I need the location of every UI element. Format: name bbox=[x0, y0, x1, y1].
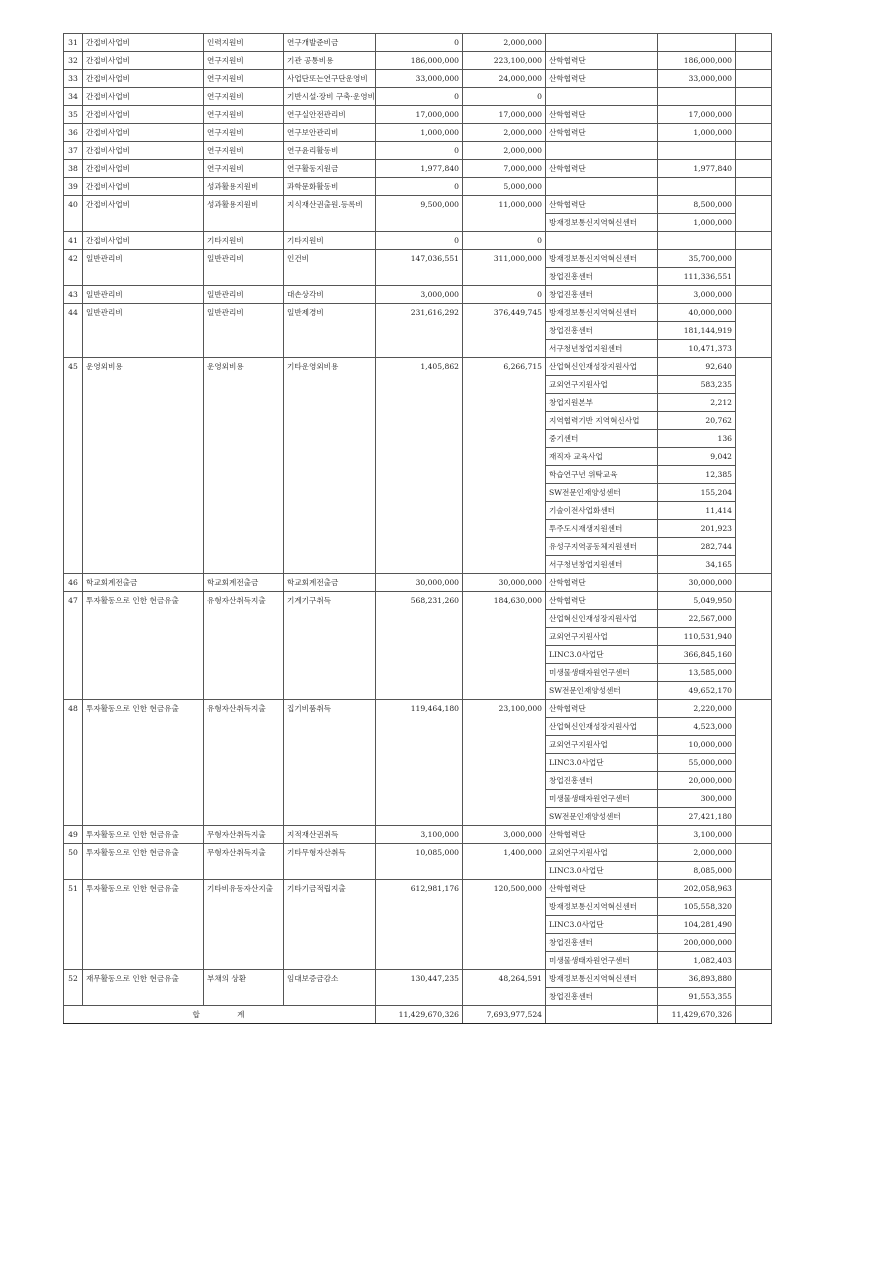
department-name: 산학협력단 bbox=[546, 124, 658, 142]
budget-amount: 231,616,292 bbox=[376, 304, 463, 358]
row-number: 35 bbox=[64, 106, 83, 124]
row-number: 41 bbox=[64, 232, 83, 250]
table-row bbox=[64, 70, 772, 88]
budget-amount: 10,085,000 bbox=[376, 844, 463, 880]
department-amount: 35,700,000 bbox=[658, 250, 736, 268]
budget-amount: 30,000,000 bbox=[376, 574, 463, 592]
hang-cell: 무형자산취득지출 bbox=[204, 826, 284, 844]
mok-cell: 지적재산권취득 bbox=[284, 826, 376, 844]
total-department-blank bbox=[546, 1006, 658, 1024]
department-name: 지역협력기반 지역혁신사업 bbox=[546, 412, 658, 430]
mok-cell: 인건비 bbox=[284, 250, 376, 286]
department-amount bbox=[658, 34, 736, 52]
hang-cell: 일반관리비 bbox=[204, 304, 284, 358]
budget-amount: 119,464,180 bbox=[376, 700, 463, 826]
department-name bbox=[546, 178, 658, 196]
department-name: 기술이전사업화센터 bbox=[546, 502, 658, 520]
mok-cell: 사업단또는연구단운영비 bbox=[284, 70, 376, 88]
department-amount: 22,567,000 bbox=[658, 610, 736, 628]
hang-cell: 기타비유동자산지출 bbox=[204, 880, 284, 970]
row-number: 46 bbox=[64, 574, 83, 592]
mok-cell: 연구개발준비금 bbox=[284, 34, 376, 52]
table-row bbox=[64, 574, 772, 592]
kwan-cell: 간접비사업비 bbox=[83, 34, 204, 52]
row-number: 47 bbox=[64, 592, 83, 700]
department-amount bbox=[658, 232, 736, 250]
settled-amount: 3,000,000 bbox=[463, 826, 546, 844]
hang-cell: 운영외비용 bbox=[204, 358, 284, 574]
mok-cell: 기타무형자산취득 bbox=[284, 844, 376, 880]
kwan-cell: 투자활동으로 인한 현금유출 bbox=[83, 592, 204, 700]
table-row bbox=[64, 358, 772, 376]
row-number: 42 bbox=[64, 250, 83, 286]
department-amount: 8,085,000 bbox=[658, 862, 736, 880]
department-name: 재직자 교육사업 bbox=[546, 448, 658, 466]
department-name: 산업혁신인재성장지원사업 bbox=[546, 610, 658, 628]
budget-amount: 130,447,235 bbox=[376, 970, 463, 1006]
department-name: 학습연구년 위탁교육 bbox=[546, 466, 658, 484]
budget-amount: 9,500,000 bbox=[376, 196, 463, 232]
department-name: 산학협력단 bbox=[546, 106, 658, 124]
kwan-cell: 학교회계전출금 bbox=[83, 574, 204, 592]
kwan-cell: 투자활동으로 인한 현금유출 bbox=[83, 880, 204, 970]
department-amount bbox=[658, 178, 736, 196]
department-amount: 202,058,963 bbox=[658, 880, 736, 898]
table-row bbox=[64, 880, 772, 898]
remarks-cell bbox=[736, 880, 772, 970]
department-name bbox=[546, 34, 658, 52]
department-amount: 49,652,170 bbox=[658, 682, 736, 700]
settled-amount: 0 bbox=[463, 286, 546, 304]
table-row bbox=[64, 34, 772, 52]
department-amount: 20,000,000 bbox=[658, 772, 736, 790]
total-remarks bbox=[736, 1006, 772, 1024]
table-row bbox=[64, 178, 772, 196]
mok-cell: 임대보증금감소 bbox=[284, 970, 376, 1006]
department-amount: 1,000,000 bbox=[658, 124, 736, 142]
hang-cell: 부채의 상환 bbox=[204, 970, 284, 1006]
kwan-cell: 간접비사업비 bbox=[83, 178, 204, 196]
budget-amount: 1,000,000 bbox=[376, 124, 463, 142]
department-amount: 186,000,000 bbox=[658, 52, 736, 70]
department-name: 중기센터 bbox=[546, 430, 658, 448]
department-amount: 40,000,000 bbox=[658, 304, 736, 322]
department-name: LINC3.0사업단 bbox=[546, 916, 658, 934]
department-name: 산업혁신인재성장지원사업 bbox=[546, 358, 658, 376]
total-label-1: 합 bbox=[192, 1010, 202, 1019]
table-row bbox=[64, 124, 772, 142]
department-name: 교외연구지원사업 bbox=[546, 844, 658, 862]
table-row bbox=[64, 160, 772, 178]
table-row bbox=[64, 232, 772, 250]
department-amount bbox=[658, 142, 736, 160]
department-name: LINC3.0사업단 bbox=[546, 754, 658, 772]
table-row bbox=[64, 106, 772, 124]
settled-amount: 30,000,000 bbox=[463, 574, 546, 592]
remarks-cell bbox=[736, 232, 772, 250]
settled-amount: 17,000,000 bbox=[463, 106, 546, 124]
row-number: 38 bbox=[64, 160, 83, 178]
department-amount: 200,000,000 bbox=[658, 934, 736, 952]
mok-cell: 대손상각비 bbox=[284, 286, 376, 304]
remarks-cell bbox=[736, 70, 772, 88]
remarks-cell bbox=[736, 826, 772, 844]
department-amount: 2,212 bbox=[658, 394, 736, 412]
kwan-cell: 간접비사업비 bbox=[83, 52, 204, 70]
row-number: 33 bbox=[64, 70, 83, 88]
row-number: 36 bbox=[64, 124, 83, 142]
remarks-cell bbox=[736, 358, 772, 574]
department-name: 창업진흥센터 bbox=[546, 322, 658, 340]
settled-amount: 6,266,715 bbox=[463, 358, 546, 574]
table-row bbox=[64, 286, 772, 304]
budget-amount: 0 bbox=[376, 88, 463, 106]
remarks-cell bbox=[736, 700, 772, 826]
hang-cell: 인력지원비 bbox=[204, 34, 284, 52]
department-amount: 33,000,000 bbox=[658, 70, 736, 88]
budget-amount: 186,000,000 bbox=[376, 52, 463, 70]
row-number: 37 bbox=[64, 142, 83, 160]
department-name: 방재정보통신지역혁신센터 bbox=[546, 214, 658, 232]
budget-amount: 0 bbox=[376, 142, 463, 160]
total-budget: 11,429,670,326 bbox=[376, 1006, 463, 1024]
department-name: 창업진흥센터 bbox=[546, 286, 658, 304]
mok-cell: 일반제경비 bbox=[284, 304, 376, 358]
department-amount: 1,977,840 bbox=[658, 160, 736, 178]
total-row bbox=[64, 1006, 772, 1024]
row-number: 52 bbox=[64, 970, 83, 1006]
department-name: LINC3.0사업단 bbox=[546, 862, 658, 880]
kwan-cell: 일반관리비 bbox=[83, 286, 204, 304]
department-name: 미생물생태자원연구센터 bbox=[546, 790, 658, 808]
hang-cell: 일반관리비 bbox=[204, 286, 284, 304]
kwan-cell: 투자활동으로 인한 현금유출 bbox=[83, 844, 204, 880]
hang-cell: 성과활용지원비 bbox=[204, 178, 284, 196]
table-row bbox=[64, 970, 772, 988]
remarks-cell bbox=[736, 250, 772, 286]
mok-cell: 기타기금적립지출 bbox=[284, 880, 376, 970]
department-name: SW전문인재양성센터 bbox=[546, 484, 658, 502]
total-label-2: 계 bbox=[237, 1010, 247, 1019]
settled-amount: 1,400,000 bbox=[463, 844, 546, 880]
hang-cell: 연구지원비 bbox=[204, 142, 284, 160]
hang-cell: 연구지원비 bbox=[204, 88, 284, 106]
settled-amount: 376,449,745 bbox=[463, 304, 546, 358]
settled-amount: 24,000,000 bbox=[463, 70, 546, 88]
kwan-cell: 일반관리비 bbox=[83, 304, 204, 358]
table-row bbox=[64, 88, 772, 106]
mok-cell: 연구보안관리비 bbox=[284, 124, 376, 142]
mok-cell: 학교회계전출금 bbox=[284, 574, 376, 592]
mok-cell: 기관 공통비용 bbox=[284, 52, 376, 70]
row-number: 45 bbox=[64, 358, 83, 574]
total-settled: 7,693,977,524 bbox=[463, 1006, 546, 1024]
department-name: 산학협력단 bbox=[546, 700, 658, 718]
department-name: 미생물생태자원연구센터 bbox=[546, 664, 658, 682]
department-name: 산학협력단 bbox=[546, 826, 658, 844]
department-name: 서구청년창업지원센터 bbox=[546, 340, 658, 358]
hang-cell: 학교회계전출금 bbox=[204, 574, 284, 592]
remarks-cell bbox=[736, 196, 772, 232]
hang-cell: 연구지원비 bbox=[204, 160, 284, 178]
row-number: 50 bbox=[64, 844, 83, 880]
settled-amount: 7,000,000 bbox=[463, 160, 546, 178]
row-number: 32 bbox=[64, 52, 83, 70]
department-amount: 12,385 bbox=[658, 466, 736, 484]
department-name: 산학협력단 bbox=[546, 70, 658, 88]
department-amount: 55,000,000 bbox=[658, 754, 736, 772]
remarks-cell bbox=[736, 178, 772, 196]
department-amount: 10,000,000 bbox=[658, 736, 736, 754]
department-name: 교외연구지원사업 bbox=[546, 628, 658, 646]
department-name: 미생물생태자원연구센터 bbox=[546, 952, 658, 970]
department-amount: 1,000,000 bbox=[658, 214, 736, 232]
mok-cell: 연구활동지원금 bbox=[284, 160, 376, 178]
mok-cell: 기타운영외비용 bbox=[284, 358, 376, 574]
department-name: 산학협력단 bbox=[546, 52, 658, 70]
department-amount: 181,144,919 bbox=[658, 322, 736, 340]
budget-amount: 33,000,000 bbox=[376, 70, 463, 88]
settled-amount: 23,100,000 bbox=[463, 700, 546, 826]
remarks-cell bbox=[736, 160, 772, 178]
table-body bbox=[64, 34, 772, 1024]
remarks-cell bbox=[736, 286, 772, 304]
table-row bbox=[64, 196, 772, 214]
department-amount: 5,049,950 bbox=[658, 592, 736, 610]
hang-cell: 유형자산취득지출 bbox=[204, 700, 284, 826]
department-name: 방재정보통신지역혁신센터 bbox=[546, 970, 658, 988]
remarks-cell bbox=[736, 304, 772, 358]
department-name: 방재정보통신지역혁신센터 bbox=[546, 898, 658, 916]
department-name bbox=[546, 232, 658, 250]
hang-cell: 성과활용지원비 bbox=[204, 196, 284, 232]
table-row bbox=[64, 142, 772, 160]
settled-amount: 184,630,000 bbox=[463, 592, 546, 700]
budget-amount: 0 bbox=[376, 232, 463, 250]
department-amount: 17,000,000 bbox=[658, 106, 736, 124]
mok-cell: 연구실안전관리비 bbox=[284, 106, 376, 124]
remarks-cell bbox=[736, 592, 772, 700]
hang-cell: 연구지원비 bbox=[204, 124, 284, 142]
department-name: 산학협력단 bbox=[546, 592, 658, 610]
table-row bbox=[64, 52, 772, 70]
department-amount: 2,000,000 bbox=[658, 844, 736, 862]
remarks-cell bbox=[736, 34, 772, 52]
department-name: 산학협력단 bbox=[546, 196, 658, 214]
remarks-cell bbox=[736, 142, 772, 160]
department-name: 산학협력단 bbox=[546, 160, 658, 178]
department-amount: 282,744 bbox=[658, 538, 736, 556]
settled-amount: 2,000,000 bbox=[463, 34, 546, 52]
mok-cell: 집기비품취득 bbox=[284, 700, 376, 826]
hang-cell: 기타지원비 bbox=[204, 232, 284, 250]
table-row bbox=[64, 844, 772, 862]
hang-cell: 무형자산취득지출 bbox=[204, 844, 284, 880]
total-label bbox=[64, 1006, 376, 1024]
settled-amount: 2,000,000 bbox=[463, 142, 546, 160]
department-name: 서구청년창업지원센터 bbox=[546, 556, 658, 574]
table-row bbox=[64, 700, 772, 718]
kwan-cell: 일반관리비 bbox=[83, 250, 204, 286]
department-amount: 110,531,940 bbox=[658, 628, 736, 646]
kwan-cell: 간접비사업비 bbox=[83, 196, 204, 232]
department-name: 교외연구지원사업 bbox=[546, 736, 658, 754]
department-amount: 111,336,551 bbox=[658, 268, 736, 286]
department-amount: 104,281,490 bbox=[658, 916, 736, 934]
department-amount: 34,165 bbox=[658, 556, 736, 574]
settled-amount: 11,000,000 bbox=[463, 196, 546, 232]
department-name: SW전문인재양성센터 bbox=[546, 682, 658, 700]
kwan-cell: 재무활동으로 인한 현금유출 bbox=[83, 970, 204, 1006]
settled-amount: 120,500,000 bbox=[463, 880, 546, 970]
department-amount: 20,762 bbox=[658, 412, 736, 430]
settled-amount: 5,000,000 bbox=[463, 178, 546, 196]
remarks-cell bbox=[736, 970, 772, 1006]
remarks-cell bbox=[736, 844, 772, 880]
department-name: 방재정보통신지역혁신센터 bbox=[546, 250, 658, 268]
department-name: 교외연구지원사업 bbox=[546, 376, 658, 394]
hang-cell: 유형자산취득지출 bbox=[204, 592, 284, 700]
department-name: 창업지원본부 bbox=[546, 394, 658, 412]
settled-amount: 0 bbox=[463, 88, 546, 106]
department-amount: 3,100,000 bbox=[658, 826, 736, 844]
department-name: 산학협력단 bbox=[546, 574, 658, 592]
department-name: 산업혁신인재성장지원사업 bbox=[546, 718, 658, 736]
remarks-cell bbox=[736, 52, 772, 70]
hang-cell: 연구지원비 bbox=[204, 106, 284, 124]
kwan-cell: 투자활동으로 인한 현금유출 bbox=[83, 826, 204, 844]
kwan-cell: 간접비사업비 bbox=[83, 124, 204, 142]
department-name bbox=[546, 88, 658, 106]
mok-cell: 과학문화활동비 bbox=[284, 178, 376, 196]
department-amount: 136 bbox=[658, 430, 736, 448]
department-amount: 8,500,000 bbox=[658, 196, 736, 214]
hang-cell: 연구지원비 bbox=[204, 52, 284, 70]
budget-amount: 3,100,000 bbox=[376, 826, 463, 844]
budget-amount: 568,231,260 bbox=[376, 592, 463, 700]
department-amount: 13,585,000 bbox=[658, 664, 736, 682]
department-name: 창업진흥센터 bbox=[546, 268, 658, 286]
row-number: 49 bbox=[64, 826, 83, 844]
department-amount: 300,000 bbox=[658, 790, 736, 808]
department-amount: 11,414 bbox=[658, 502, 736, 520]
department-amount: 201,923 bbox=[658, 520, 736, 538]
department-amount: 30,000,000 bbox=[658, 574, 736, 592]
department-name: 창업진흥센터 bbox=[546, 988, 658, 1006]
department-name: 투주도시재생지원센터 bbox=[546, 520, 658, 538]
settled-amount: 223,100,000 bbox=[463, 52, 546, 70]
department-amount: 3,000,000 bbox=[658, 286, 736, 304]
remarks-cell bbox=[736, 124, 772, 142]
row-number: 51 bbox=[64, 880, 83, 970]
row-number: 48 bbox=[64, 700, 83, 826]
row-number: 40 bbox=[64, 196, 83, 232]
remarks-cell bbox=[736, 574, 772, 592]
budget-amount: 1,405,862 bbox=[376, 358, 463, 574]
department-name bbox=[546, 142, 658, 160]
total-department-amount: 11,429,670,326 bbox=[658, 1006, 736, 1024]
budget-table bbox=[63, 33, 772, 1024]
hang-cell: 연구지원비 bbox=[204, 70, 284, 88]
department-name: LINC3.0사업단 bbox=[546, 646, 658, 664]
department-amount: 1,082,403 bbox=[658, 952, 736, 970]
kwan-cell: 간접비사업비 bbox=[83, 142, 204, 160]
department-amount: 583,235 bbox=[658, 376, 736, 394]
settled-amount: 0 bbox=[463, 232, 546, 250]
hang-cell: 일반관리비 bbox=[204, 250, 284, 286]
settled-amount: 311,000,000 bbox=[463, 250, 546, 286]
department-name: 방재정보통신지역혁신센터 bbox=[546, 304, 658, 322]
table-row bbox=[64, 592, 772, 610]
row-number: 31 bbox=[64, 34, 83, 52]
department-amount: 27,421,180 bbox=[658, 808, 736, 826]
department-name: SW전문인재양성센터 bbox=[546, 808, 658, 826]
mok-cell: 기계기구취득 bbox=[284, 592, 376, 700]
department-amount: 155,204 bbox=[658, 484, 736, 502]
budget-amount: 1,977,840 bbox=[376, 160, 463, 178]
table-row bbox=[64, 250, 772, 268]
department-name: 창업진흥센터 bbox=[546, 934, 658, 952]
budget-amount: 612,981,176 bbox=[376, 880, 463, 970]
department-amount: 91,553,355 bbox=[658, 988, 736, 1006]
settled-amount: 48,264,591 bbox=[463, 970, 546, 1006]
table-row bbox=[64, 826, 772, 844]
row-number: 43 bbox=[64, 286, 83, 304]
budget-amount: 17,000,000 bbox=[376, 106, 463, 124]
department-name: 산학협력단 bbox=[546, 880, 658, 898]
row-number: 34 bbox=[64, 88, 83, 106]
department-amount: 2,220,000 bbox=[658, 700, 736, 718]
kwan-cell: 간접비사업비 bbox=[83, 70, 204, 88]
budget-amount: 147,036,551 bbox=[376, 250, 463, 286]
budget-amount: 0 bbox=[376, 178, 463, 196]
department-amount: 9,042 bbox=[658, 448, 736, 466]
settled-amount: 2,000,000 bbox=[463, 124, 546, 142]
department-amount: 105,558,320 bbox=[658, 898, 736, 916]
kwan-cell: 간접비사업비 bbox=[83, 106, 204, 124]
mok-cell: 연구윤리활동비 bbox=[284, 142, 376, 160]
mok-cell: 기반시설·장비 구축·운영비 bbox=[284, 88, 376, 106]
remarks-cell bbox=[736, 106, 772, 124]
table-row bbox=[64, 304, 772, 322]
department-amount: 36,893,880 bbox=[658, 970, 736, 988]
budget-amount: 3,000,000 bbox=[376, 286, 463, 304]
department-amount: 10,471,373 bbox=[658, 340, 736, 358]
budget-amount: 0 bbox=[376, 34, 463, 52]
kwan-cell: 운영외비용 bbox=[83, 358, 204, 574]
kwan-cell: 간접비사업비 bbox=[83, 160, 204, 178]
row-number: 39 bbox=[64, 178, 83, 196]
department-amount: 92,640 bbox=[658, 358, 736, 376]
department-amount: 366,845,160 bbox=[658, 646, 736, 664]
mok-cell: 기타지원비 bbox=[284, 232, 376, 250]
kwan-cell: 간접비사업비 bbox=[83, 88, 204, 106]
department-amount bbox=[658, 88, 736, 106]
row-number: 44 bbox=[64, 304, 83, 358]
mok-cell: 지식재산권출원.등록비 bbox=[284, 196, 376, 232]
department-name: 창업진흥센터 bbox=[546, 772, 658, 790]
kwan-cell: 간접비사업비 bbox=[83, 232, 204, 250]
department-name: 유성구지역공동체지원센터 bbox=[546, 538, 658, 556]
department-amount: 4,523,000 bbox=[658, 718, 736, 736]
remarks-cell bbox=[736, 88, 772, 106]
total-label-gap bbox=[202, 1010, 237, 1019]
kwan-cell: 투자활동으로 인한 현금유출 bbox=[83, 700, 204, 826]
